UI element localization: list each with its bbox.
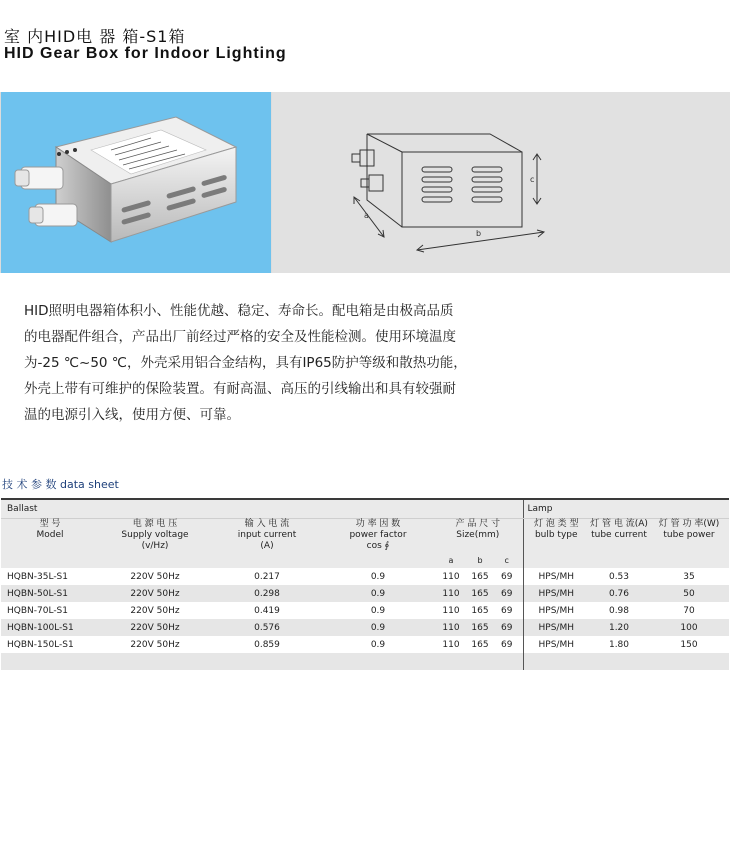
table-column-header	[1, 519, 729, 553]
lamp-group-label: Lamp	[523, 499, 729, 519]
dim-a-label: a	[364, 211, 369, 220]
dimension-drawing	[272, 92, 730, 273]
pf-cell: 0.9	[370, 639, 386, 650]
description-line: 外壳上带有可维护的保险装置。有耐高温、高压的引线输出和具有较强耐	[24, 381, 456, 397]
product-photo	[1, 92, 271, 273]
size-c-cell: 69	[501, 571, 513, 582]
description-line: 为-25 ℃~50 ℃，外壳采用铝合金结构，具有IP65防护等级和散热功能，	[24, 355, 467, 371]
model-cell: HQBN-35L-S1	[7, 571, 69, 582]
tube-current-cell: 1.80	[608, 639, 630, 650]
table-group-header	[1, 499, 729, 519]
model-cell: HQBN-150L-S1	[7, 639, 74, 650]
voltage-cell: 220V 50Hz	[99, 619, 211, 636]
size-b-cell: 165	[471, 571, 489, 582]
pf-cell: 0.9	[370, 571, 386, 582]
col-pf-header: 功 率 因 数 power factor cos ∮	[323, 519, 433, 553]
dim-b-label: b	[476, 229, 482, 238]
col-tube-current-header: 灯 管 电 流(A) tube current	[589, 519, 649, 553]
size-b-cell: 165	[471, 639, 489, 650]
size-c-cell: 69	[491, 585, 523, 602]
current-cell: 0.419	[254, 605, 280, 616]
size-a-cell: 110	[433, 585, 469, 602]
model-cell: HQBN-50L-S1	[1, 585, 99, 602]
product-hero	[0, 92, 730, 273]
size-a-cell: 110	[433, 619, 469, 636]
table-row	[1, 602, 729, 619]
table-size-subheader	[1, 552, 729, 568]
tube-current-cell: 0.98	[608, 605, 630, 616]
voltage-cell: 220V 50Hz	[99, 585, 211, 602]
size-c-label: c	[491, 552, 523, 568]
model-cell: HQBN-100L-S1	[1, 619, 99, 636]
tube-current-cell: 1.20	[589, 619, 649, 636]
size-b-cell: 165	[469, 585, 491, 602]
ballast-group-label: Ballast	[1, 499, 523, 519]
tube-current-cell: 0.53	[608, 571, 630, 582]
table-row	[1, 585, 729, 602]
description-line: 温的电源引入线，使用方便、可靠。	[24, 407, 240, 423]
current-cell: 0.217	[254, 571, 280, 582]
tube-current-cell: 0.76	[589, 585, 649, 602]
current-cell: 0.859	[254, 639, 280, 650]
voltage-cell: 220V 50Hz	[130, 639, 180, 650]
tube-power-cell: 150	[680, 639, 698, 650]
size-a-cell: 110	[442, 605, 460, 616]
dimension-drawing-svg	[272, 92, 730, 273]
table-footer-row	[1, 653, 729, 670]
datasheet-table	[1, 498, 729, 670]
size-b-cell: 165	[471, 605, 489, 616]
voltage-cell: 220V 50Hz	[130, 571, 180, 582]
col-current-header: 输 入 电 流 input current (A)	[211, 519, 323, 553]
bulb-cell: HPS/MH	[523, 568, 589, 585]
description-line: HID照明电器箱体积小、性能优越、稳定、寿命长。配电箱是由极高品质	[24, 303, 454, 319]
datasheet-label: 技 术 参 数 data sheet	[2, 478, 119, 491]
col-model-header: 型 号 Model	[1, 519, 99, 553]
current-cell: 0.298	[211, 585, 323, 602]
table-row	[1, 636, 729, 653]
size-b-label: b	[469, 552, 491, 568]
voltage-cell: 220V 50Hz	[130, 605, 180, 616]
tube-power-cell: 50	[649, 585, 729, 602]
bulb-cell: HPS/MH	[523, 636, 589, 653]
size-c-cell: 69	[491, 619, 523, 636]
dim-c-label: c	[530, 175, 535, 184]
size-a-cell: 110	[442, 571, 460, 582]
size-a-label: a	[433, 552, 469, 568]
col-tube-power-header: 灯 管 功 率(W) tube power	[649, 519, 729, 553]
size-c-cell: 69	[501, 639, 513, 650]
tube-power-cell: 100	[649, 619, 729, 636]
page-title-en: HID Gear Box for Indoor Lighting	[4, 45, 287, 62]
current-cell: 0.576	[211, 619, 323, 636]
col-size-header: 产 品 尺 寸 Size(mm)	[433, 519, 523, 553]
bulb-cell: HPS/MH	[523, 619, 589, 636]
bulb-cell: HPS/MH	[523, 602, 589, 619]
tube-power-cell: 35	[683, 571, 695, 582]
size-a-cell: 110	[442, 639, 460, 650]
col-voltage-header: 电 源 电 压 Supply voltage (v/Hz)	[99, 519, 211, 553]
product-description	[24, 298, 484, 428]
bulb-cell: HPS/MH	[523, 585, 589, 602]
page-title-cn: 室 内HID电 器 箱-S1箱	[4, 27, 186, 46]
table-row	[1, 568, 729, 585]
table-row	[1, 619, 729, 636]
description-line: 的电器配件组合，产品出厂前经过严格的安全及性能检测。使用环境温度	[24, 329, 456, 345]
pf-cell: 0.9	[323, 619, 433, 636]
pf-cell: 0.9	[370, 605, 386, 616]
tube-power-cell: 70	[683, 605, 695, 616]
col-bulb-header: 灯 泡 类 型 bulb type	[523, 519, 589, 553]
gear-box-photo-illustration	[1, 92, 271, 273]
size-c-cell: 69	[501, 605, 513, 616]
model-cell: HQBN-70L-S1	[7, 605, 69, 616]
size-b-cell: 165	[469, 619, 491, 636]
pf-cell: 0.9	[323, 585, 433, 602]
